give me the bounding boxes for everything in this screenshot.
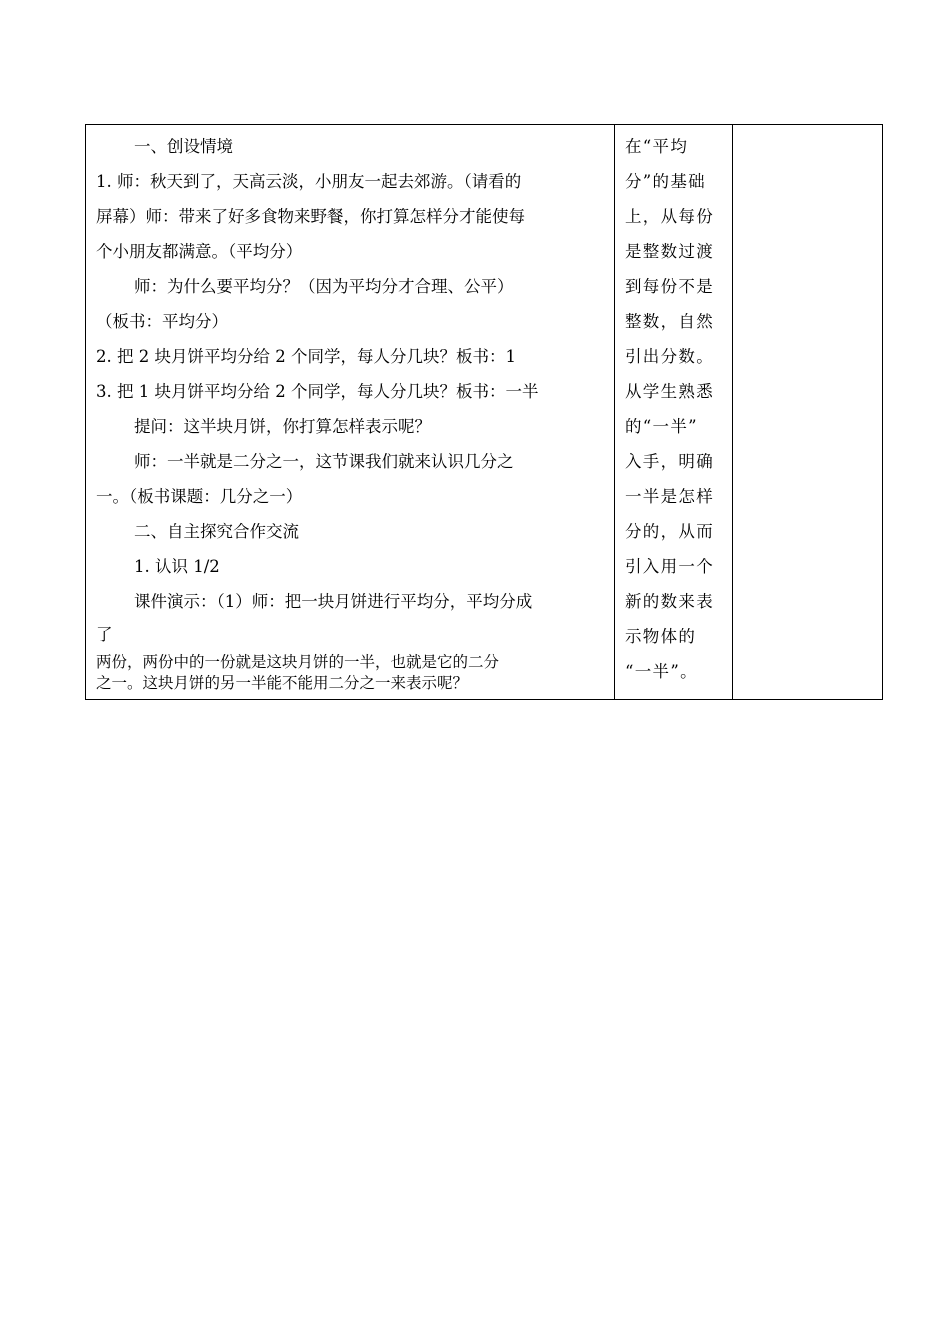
text-line: 1. 师：秋天到了，天高云淡，小朋友一起去郊游。（请看的	[96, 172, 522, 191]
note-line: 引出分数。	[625, 347, 714, 366]
note-line: 入手，明确	[625, 452, 714, 471]
note-line: 是整数过渡	[625, 242, 714, 261]
text-line: 个小朋友都满意。（平均分）	[96, 242, 303, 261]
text-line: 1. 认识 1/2	[134, 557, 220, 576]
text-line: 一。（板书课题：几分之一）	[96, 487, 303, 506]
design-intent-cell	[615, 125, 732, 699]
note-line: 到每份不是	[625, 277, 714, 296]
text-line: 师：为什么要平均分？（因为平均分才合理、公平）	[134, 277, 514, 296]
text-line: 2. 把 2 块月饼平均分给 2 个同学，每人分几块？板书：1	[96, 347, 516, 366]
note-line: 的“一半”	[625, 417, 698, 436]
text-line: 之一。这块月饼的另一半能不能用二分之一来表示呢？	[96, 674, 469, 692]
note-line: “一半”。	[625, 662, 698, 681]
notes-empty-cell	[733, 125, 882, 699]
note-line: 一半是怎样	[625, 487, 714, 506]
note-line: 在“平均	[625, 137, 689, 156]
note-line: 示物体的	[625, 627, 697, 646]
section-heading-2: 二、自主探究合作交流	[134, 522, 299, 541]
text-line: 师：一半就是二分之一，这节课我们就来认识几分之	[134, 452, 514, 471]
note-line: 新的数来表	[625, 592, 714, 611]
note-line: 引入用一个	[625, 557, 714, 576]
text-line: 屏幕）师：带来了好多食物来野餐，你打算怎样分才能使每	[96, 207, 525, 226]
text-line: 两份，两份中的一份就是这块月饼的一半，也就是它的二分	[96, 653, 500, 671]
note-line: 从学生熟悉	[625, 382, 714, 401]
note-line: 整数，自然	[625, 312, 714, 331]
text-line: 3. 把 1 块月饼平均分给 2 个同学，每人分几块？板书：一半	[96, 382, 539, 401]
note-line: 分的，从而	[625, 522, 714, 541]
note-line: 上，从每份	[625, 207, 714, 226]
teaching-process-cell	[86, 125, 614, 699]
text-line: （板书：平均分）	[96, 312, 228, 331]
text-line: 提问：这半块月饼，你打算怎样表示呢？	[134, 417, 431, 436]
lesson-plan-table	[85, 124, 883, 700]
text-line: 了	[96, 625, 113, 644]
section-heading-1: 一、创设情境	[134, 137, 233, 156]
text-line: 课件演示：（1）师：把一块月饼进行平均分，平均分成	[134, 592, 533, 611]
note-line: 分”的基础	[625, 172, 706, 191]
